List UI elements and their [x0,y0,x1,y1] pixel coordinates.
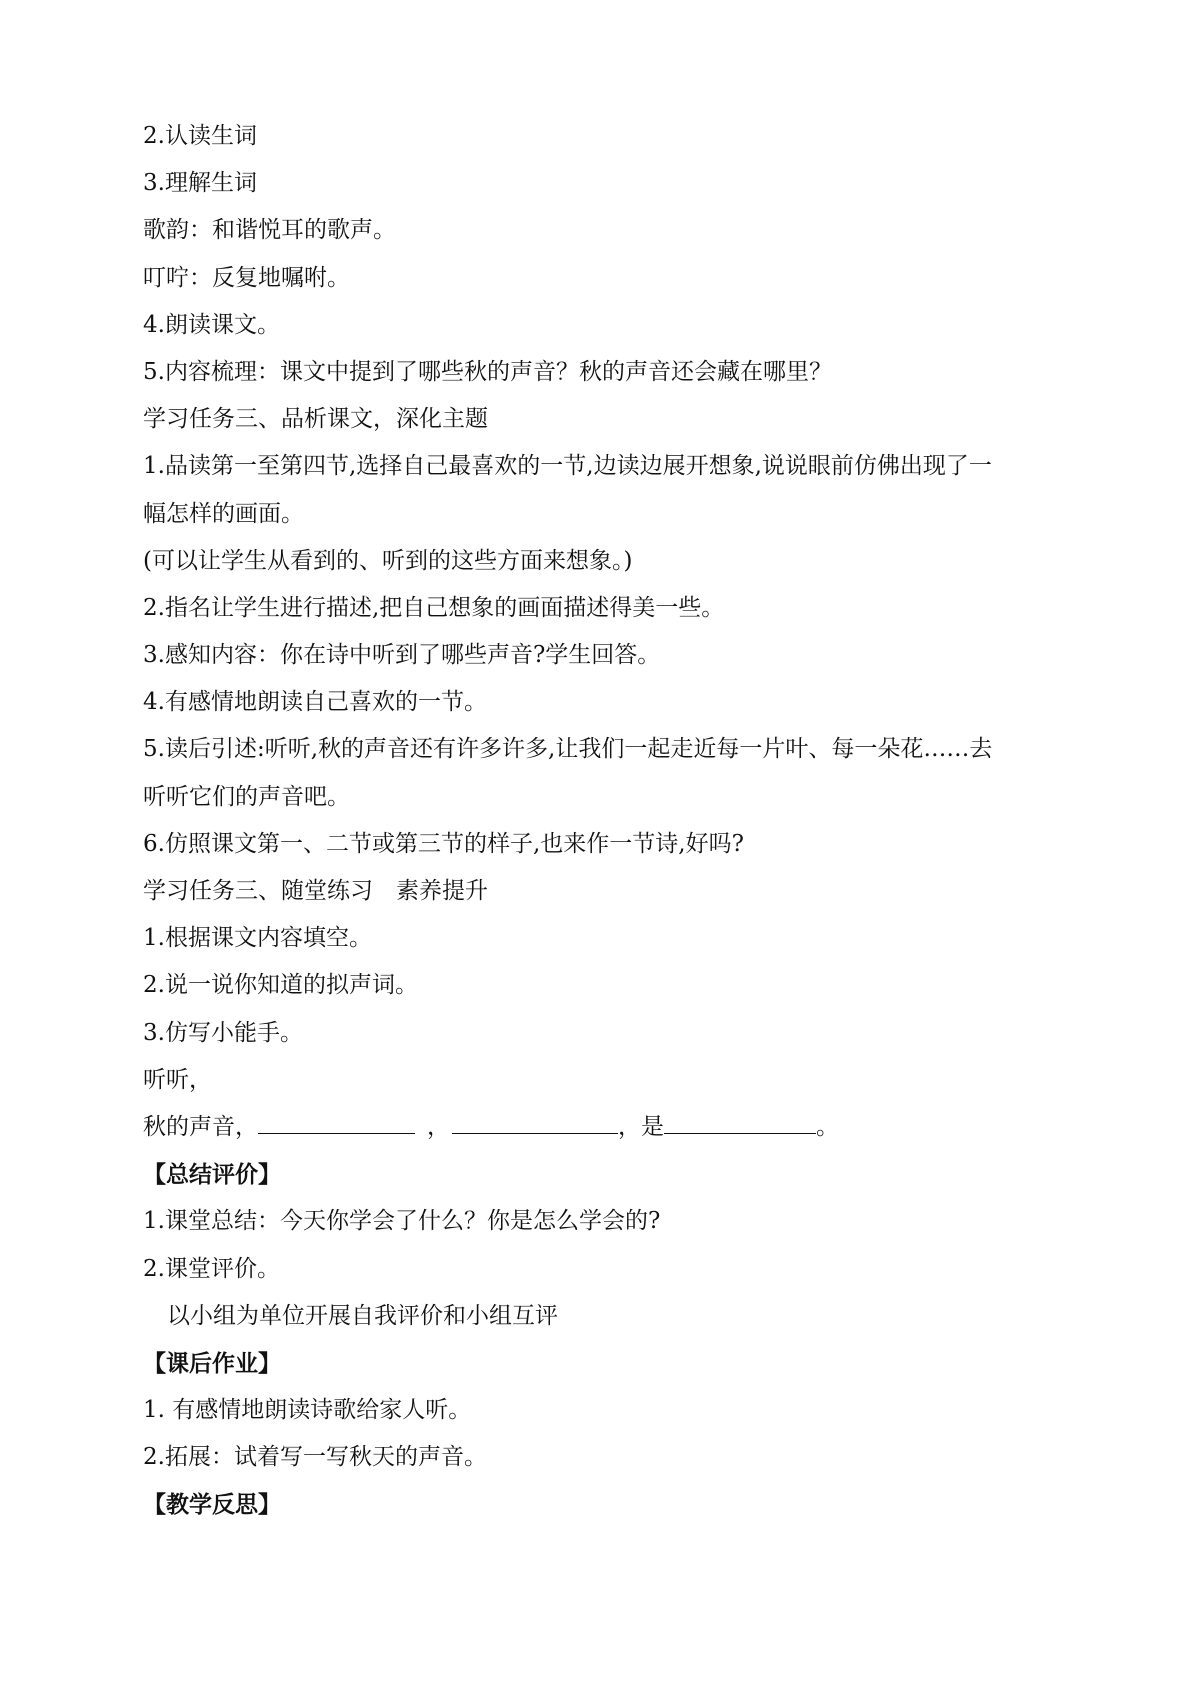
homework-read-to-family: 1. 有感情地朗读诗歌给家人听。 [143,1397,472,1424]
step-extension-line2: 听听它们的声音吧。 [143,783,350,810]
section-heading-homework: 【课后作业】 [143,1349,281,1377]
poem-line-listen: 听听， [143,1066,212,1093]
section-heading-summary: 【总结评价】 [143,1161,281,1189]
exercise-fill-blank: 1.根据课文内容填空。 [143,925,372,952]
teaching-note: (可以让学生从看到的、听到的这些方面来想象。) [143,547,633,574]
fill-blank-3[interactable] [664,1107,816,1134]
section-heading-reflection: 【教学反思】 [143,1491,281,1519]
exercise-imitation-writing: 3.仿写小能手。 [143,1019,303,1046]
word-definition-dingning: 叮咛：反复地嘱咐。 [143,264,350,291]
summary-group-evaluation: 以小组为单位开展自我评价和小组互评 [167,1302,558,1329]
poem-fill-prefix: 秋的声音， [143,1113,258,1140]
fill-blank-2[interactable] [452,1107,618,1134]
fill-blank-1[interactable] [258,1107,415,1134]
step-read-text-aloud: 4.朗读课文。 [143,311,280,338]
task-three-heading: 学习任务三、品析课文，深化主题 [143,406,488,433]
document-body [143,113,1063,1529]
word-definition-geyun: 歌韵：和谐悦耳的歌声。 [143,217,396,244]
homework-extension-writing: 2.拓展：试着写一写秋天的声音。 [143,1444,487,1471]
summary-class-evaluation: 2.课堂评价。 [143,1255,280,1282]
step-perceive-content: 3.感知内容：你在诗中听到了哪些声音?学生回答。 [143,642,661,669]
summary-class-recap: 1.课堂总结：今天你学会了什么？你是怎么学会的? [143,1208,661,1235]
step-imitate-poem: 6.仿照课文第一、二节或第三节的样子,也来作一节诗,好吗? [143,830,744,857]
step-describe-picture: 2.指名让学生进行描述,把自己想象的画面描述得美一些。 [143,594,725,621]
step-content-outline: 5.内容梳理：课文中提到了哪些秋的声音？秋的声音还会藏在哪里？ [143,358,832,385]
step-read-sections-line2: 幅怎样的画面。 [143,500,304,527]
poem-fill-separator-2: ，是 [618,1113,664,1140]
task-practice-heading: 学习任务三、随堂练习 素养提升 [143,878,488,904]
step-read-favorite-section: 4.有感情地朗读自己喜欢的一节。 [143,689,487,716]
step-read-sections-line1: 1.品读第一至第四节,选择自己最喜欢的一节,边读边展开想象,说说眼前仿佛出现了一 [143,453,992,480]
step-understand-new-words: 3.理解生词 [143,170,257,197]
step-extension-line1: 5.读后引述:听听,秋的声音还有许多许多,让我们一起走近每一片叶、每一朵花……去 [143,736,993,763]
poem-fill-line [143,1104,1063,1151]
poem-fill-suffix: 。 [816,1113,839,1140]
exercise-onomatopoeia: 2.说一说你知道的拟声词。 [143,972,418,999]
step-read-new-words: 2.认读生词 [143,123,257,149]
poem-fill-separator-1: ， [427,1113,450,1140]
